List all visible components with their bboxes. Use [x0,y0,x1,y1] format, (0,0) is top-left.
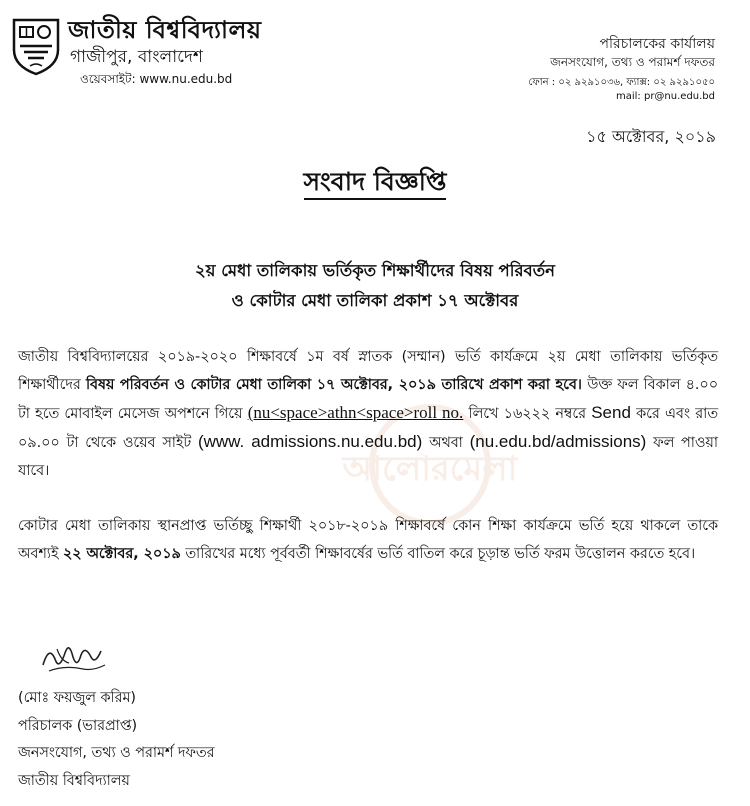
release-date: ১৫ অক্টোবর, ২০১৯ [586,127,716,146]
release-title-block [0,162,750,205]
signatory-block [18,685,214,795]
paragraph-1-text-6: ফল পাওয়া যাবে। [18,435,718,479]
heading-line-2: ও কোটার মেধা তালিকা প্রকাশ ১৭ অক্টোবর [231,291,519,310]
signature [35,635,115,685]
signatory-organization: জাতীয় বিশ্ববিদ্যালয় [18,772,130,789]
signatory-department: জনসংযোগ, তথ্য ও পরামর্শ দফতর [18,745,215,761]
notice-heading [0,256,750,316]
sms-command: (nu<space>athn<space>roll no. [247,403,464,422]
watermark-text: আলোরমেলা [342,449,518,489]
signatory-name: (মোঃ ফয়জুল করিম) [18,690,136,706]
deadline-date: ২২ অক্টোবর, ২০১৯ [62,546,181,562]
release-title: সংবাদ বিজ্ঞপ্তি [304,167,447,200]
paragraph-1-text-4: করে এবং রাত ০৯.০০ টা থেকে ওয়েব সাইট [18,406,718,451]
paragraph-2-text-2: তারিখের মধ্যে পূর্ববর্তী শিক্ষাবর্ষের ভর্তি বাতিল করে চূড়ান্ত ভর্তি ফরম উত্তোলন করতে হবে। [180,546,696,562]
signatory-designation: পরিচালক (ভারপ্রাপ্ত) [18,717,138,734]
university-website: ওয়েবসাইট: www.nu.edu.bd [80,72,233,86]
office-mail: mail: pr@nu.edu.bd [616,91,715,102]
office-title: পরিচালকের কার্যালয় [599,36,715,52]
paragraph-1-text: জাতীয় বিশ্ববিদ্যালয়ের ২০১৯-২০২০ শিক্ষাবর্ষে ১ম বর্ষ স্নাতক (সম্মান) ভর্তি কার্যক্রমে ২য় মেধা তালিকায় ভর্তিকৃত শিক্ষার্থীদের [18,349,718,393]
university-logo [10,16,62,76]
university-address: গাজীপুর, বাংলাদেশ [70,47,203,67]
admission-website: (www. admissions.nu.edu.bd) [197,432,423,451]
paragraph-1-text-3: লিখে ১৬২২২ নম্বরে [463,406,592,422]
office-department: জনসংযোগ, তথ্য ও পরামর্শ দফতর [550,55,715,69]
paragraph-2-text: কোটার মেধা তালিকায় স্থানপ্রাপ্ত ভর্তিচ্ছু শিক্ষার্থী ২০১৮-২০১৯ শিক্ষাবর্ষে কোন শিক্ষা কার্যক্রমে ভর্তি হয়ে থাকলে তাকে অবশ্যই [18,518,718,562]
university-name: জাতীয় বিশ্ববিদ্যালয় [68,16,262,44]
heading-line-1: ২য় মেধা তালিকায় ভর্তিকৃত শিক্ষার্থীদের বিষয় পরিবর্তন [195,261,555,280]
paragraph-1 [18,343,718,485]
office-phone: ফোন : ০২ ৯২৯১০৩৬, ফ্যাক্স: ০২ ৯২৯১০৫০ [528,77,715,88]
paragraph-1-text-5: অথবা [422,435,470,451]
paragraph-2 [18,512,718,568]
send-word: Send [591,403,631,422]
paragraph-1-text-2: উক্ত ফল বিকাল ৪.০০ টা হতে মোবাইল মেসেজ অপশনে গিয়ে [18,377,718,422]
paragraph-1-emphasis: বিষয় পরিবর্তন ও কোটার মেধা তালিকা ১৭ অক্টোবর, ২০১৯ তারিখে প্রকাশ করা হবে। [85,377,582,393]
alt-admission-website: (nu.edu.bd/admissions) [469,432,647,451]
